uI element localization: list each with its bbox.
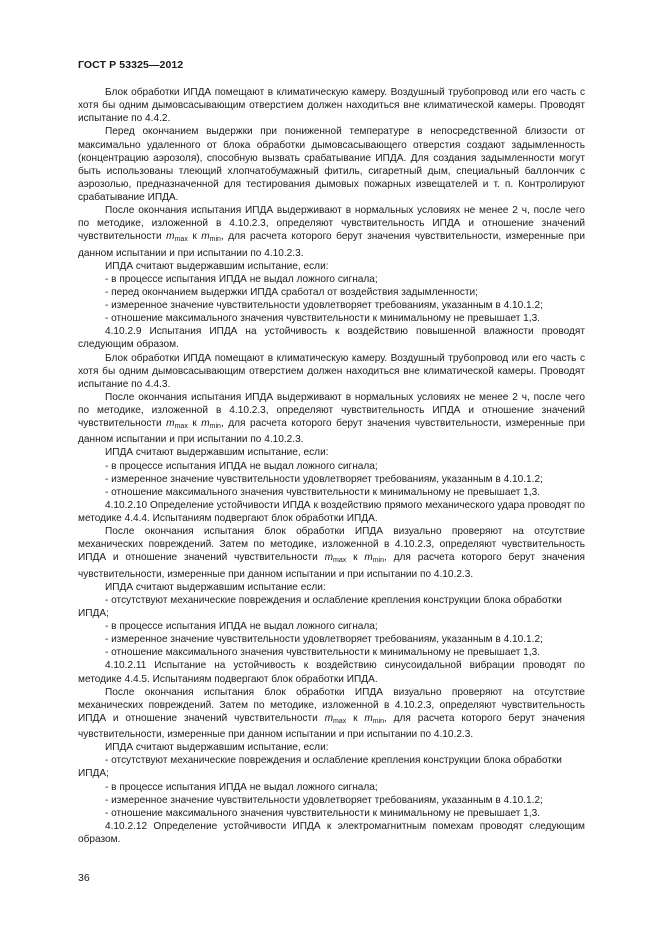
subscript-max: max — [333, 557, 347, 565]
paragraph — [78, 204, 585, 260]
paragraph-text: ИПДА считают выдержавшим испытание, если: — [105, 260, 329, 272]
subscript-min: min — [372, 557, 385, 565]
paragraph-text: 4.10.2.9 Испытания ИПДА на устойчивость к воздействию повышенной влажности проводят следующим образом. — [78, 326, 585, 351]
paragraph-text: - измеренное значение чувствительности удовлетворяет требованиям, указанным в 4.10.1.2; — [105, 473, 543, 485]
list-item — [78, 312, 585, 325]
list-item — [78, 633, 585, 646]
paragraph-text: Блок обработки ИПДА помещают в климатическую камеру. Воздушный трубопровод или его часть с хотя бы одним дымовсасывающим отверстием должен находиться вне климатической камеры. Проводят испытание по 4.4.2. — [78, 87, 585, 125]
paragraph-text: Перед окончанием выдержки при пониженной температуре в непосредственной близости от максимально удаленного от блока обработки дымовсасывающего отверстия создают задымленность (концентрацию аэрозоля), способную вызвать срабатывание ИПДА. Для создания задымленности могут быть использованы тлеющий хлопчатобумажный фитиль, сигаретный дым, специальный баллончик с аэрозолью, предназначенной для тестирования дымовых пожарных извещателей и т. п. Контролируют срабатывание ИПДА. — [78, 126, 585, 203]
paragraph — [78, 741, 585, 754]
list-item — [78, 646, 585, 659]
paragraph-text: - измеренное значение чувствительности удовлетворяет требованиям, указанным в 4.10.1.2; — [105, 634, 543, 646]
paragraph — [78, 659, 585, 685]
paragraph-text: - в процессе испытания ИПДА не выдал ложного сигнала; — [105, 621, 378, 632]
paragraph — [78, 820, 585, 846]
paragraph-text: , для расчета которого берут значения чувствительности, измеренные при данном испытании и при испытании по 4.10.2.3. — [78, 418, 585, 446]
standard-header: ГОСТ Р 53325—2012 — [78, 59, 184, 71]
paragraph-text: - измеренное значение чувствительности удовлетворяет требованиям, указанным в 4.10.1.2; — [105, 794, 543, 806]
list-item — [78, 286, 585, 299]
symbol-m: m — [324, 552, 333, 564]
word-k: к — [353, 552, 358, 564]
list-item — [78, 794, 585, 807]
list-item — [78, 460, 585, 473]
paragraph-text: 4.10.2.10 Определение устойчивости ИПДА к воздействию прямого механического удара проводят по методике 4.4.4. Испытаниям подвергают блок обработки ИПДА. — [78, 499, 585, 524]
paragraph-text: - отсутствуют механические повреждения и ослабление крепления конструкции блока обработки ИПДА; — [78, 755, 562, 780]
word-k: к — [192, 418, 197, 430]
subscript-max: max — [174, 236, 188, 244]
subscript-max: max — [174, 423, 188, 431]
paragraph-text: Блок обработки ИПДА помещают в климатическую камеру. Воздушный трубопровод или его часть с хотя бы одним дымовсасывающим отверстием должен находиться вне климатической камеры. Проводят испытание по 4.4.3. — [78, 352, 585, 390]
list-item — [78, 594, 585, 620]
paragraph — [78, 446, 585, 459]
list-item — [78, 486, 585, 499]
list-item — [78, 620, 585, 633]
paragraph-text: - отношение максимального значения чувствительности к минимальному не превышает 1,3. — [105, 313, 541, 325]
paragraph-text: - отсутствуют механические повреждения и ослабление крепления конструкции блока обработки ИПДА; — [78, 594, 562, 619]
document-body — [78, 86, 585, 846]
paragraph — [78, 260, 585, 273]
symbol-m: m — [324, 712, 333, 724]
list-item — [78, 273, 585, 286]
paragraph-text: ИПДА считают выдержавшим испытание если: — [105, 581, 326, 593]
list-item — [78, 299, 585, 312]
paragraph-text: - отношение максимального значения чувствительности к минимальному не превышает 1,3. — [105, 486, 541, 498]
symbol-m: m — [364, 712, 373, 724]
paragraph — [78, 686, 585, 742]
paragraph-text: - перед окончанием выдержки ИПДА сработал от воздействия задымленности; — [105, 286, 478, 298]
list-item — [78, 473, 585, 486]
list-item — [78, 807, 585, 820]
paragraph-text: 4.10.2.11 Испытание на устойчивость к воздействию синусоидальной вибрации проводят по методике 4.4.5. Испытаниям подвергают блок обработки ИПДА. — [78, 660, 585, 685]
paragraph-text: После окончания испытания ИПДА выдерживают в нормальных условиях не менее 2 ч, после чего по методике, изложенной в 4.10.2.3, определяют чувствительность ИПДА и отношение значений чувствительности — [78, 391, 585, 430]
paragraph-text: После окончания испытания блок обработки ИПДА визуально проверяют на отсутствие механических повреждений. Затем по методике, изложенной в 4.10.2.3, определяют чувствительность ИПДА и отношение значений чувствительности — [78, 686, 585, 724]
symbol-m: m — [201, 231, 210, 243]
paragraph-text: - отношение максимального значения чувствительности к минимальному не превышает 1,3. — [105, 647, 541, 659]
paragraph — [78, 391, 585, 447]
list-item — [78, 754, 585, 780]
paragraph-text: - в процессе испытания ИПДА не выдал ложного сигнала; — [105, 460, 378, 472]
paragraph-text: После окончания испытания ИПДА выдерживают в нормальных условиях не менее 2 ч, после чего по методике, изложенной в 4.10.2.3, определяют чувствительность ИПДА и отношение значений чувствительности — [78, 205, 585, 243]
paragraph — [78, 499, 585, 525]
subscript-min: min — [372, 717, 385, 725]
paragraph-text: - измеренное значение чувствительности удовлетворяет требованиям, указанным в 4.10.1.2; — [105, 300, 543, 311]
paragraph-text: , для расчета которого берут значения чувствительности, измеренные при данном испытании и при испытании по 4.10.2.3. — [78, 231, 585, 259]
paragraph-text: ИПДА считают выдержавшим испытание, если: — [105, 447, 329, 459]
list-item — [78, 781, 585, 794]
paragraph — [78, 581, 585, 594]
subscript-min: min — [209, 236, 221, 244]
word-k: к — [192, 231, 197, 243]
paragraph — [78, 525, 585, 581]
paragraph-text: - в процессе испытания ИПДА не выдал ложного сигнала; — [105, 781, 378, 793]
paragraph — [78, 125, 585, 204]
paragraph-text: - в процессе испытания ИПДА не выдал ложного сигнала; — [105, 273, 378, 285]
paragraph-text: 4.10.2.12 Определение устойчивости ИПДА к электромагнитным помехам проводят следующим образом. — [78, 820, 585, 845]
page-number: 36 — [78, 872, 90, 884]
word-k: к — [353, 712, 358, 724]
symbol-m: m — [364, 552, 373, 564]
paragraph — [78, 352, 585, 391]
paragraph-text: После окончания испытания блок обработки ИПДА визуально проверяют на отсутствие механических повреждений. Затем по методике, изложенной в 4.10.2.3, определяют чувствительность ИПДА и отношение значений чувствительности — [78, 526, 585, 564]
paragraph-text: , для расчета которого берут значения чувствительности, измеренные при данном испытании и при испытании по 4.10.2.3. — [78, 552, 585, 580]
symbol-m: m — [201, 418, 210, 430]
paragraph — [78, 325, 585, 351]
paragraph-text: ИПДА считают выдержавшим испытание, если: — [105, 742, 329, 754]
symbol-m: m — [166, 418, 175, 430]
subscript-max: max — [333, 717, 347, 725]
paragraph-text: - отношение максимального значения чувствительности к минимальному не превышает 1,3. — [105, 807, 541, 819]
subscript-min: min — [209, 423, 221, 431]
paragraph-text: , для расчета которого берут значения чувствительности, измеренные при данном испытании и при испытании по 4.10.2.3. — [78, 712, 585, 740]
symbol-m: m — [166, 231, 175, 243]
paragraph — [78, 86, 585, 125]
